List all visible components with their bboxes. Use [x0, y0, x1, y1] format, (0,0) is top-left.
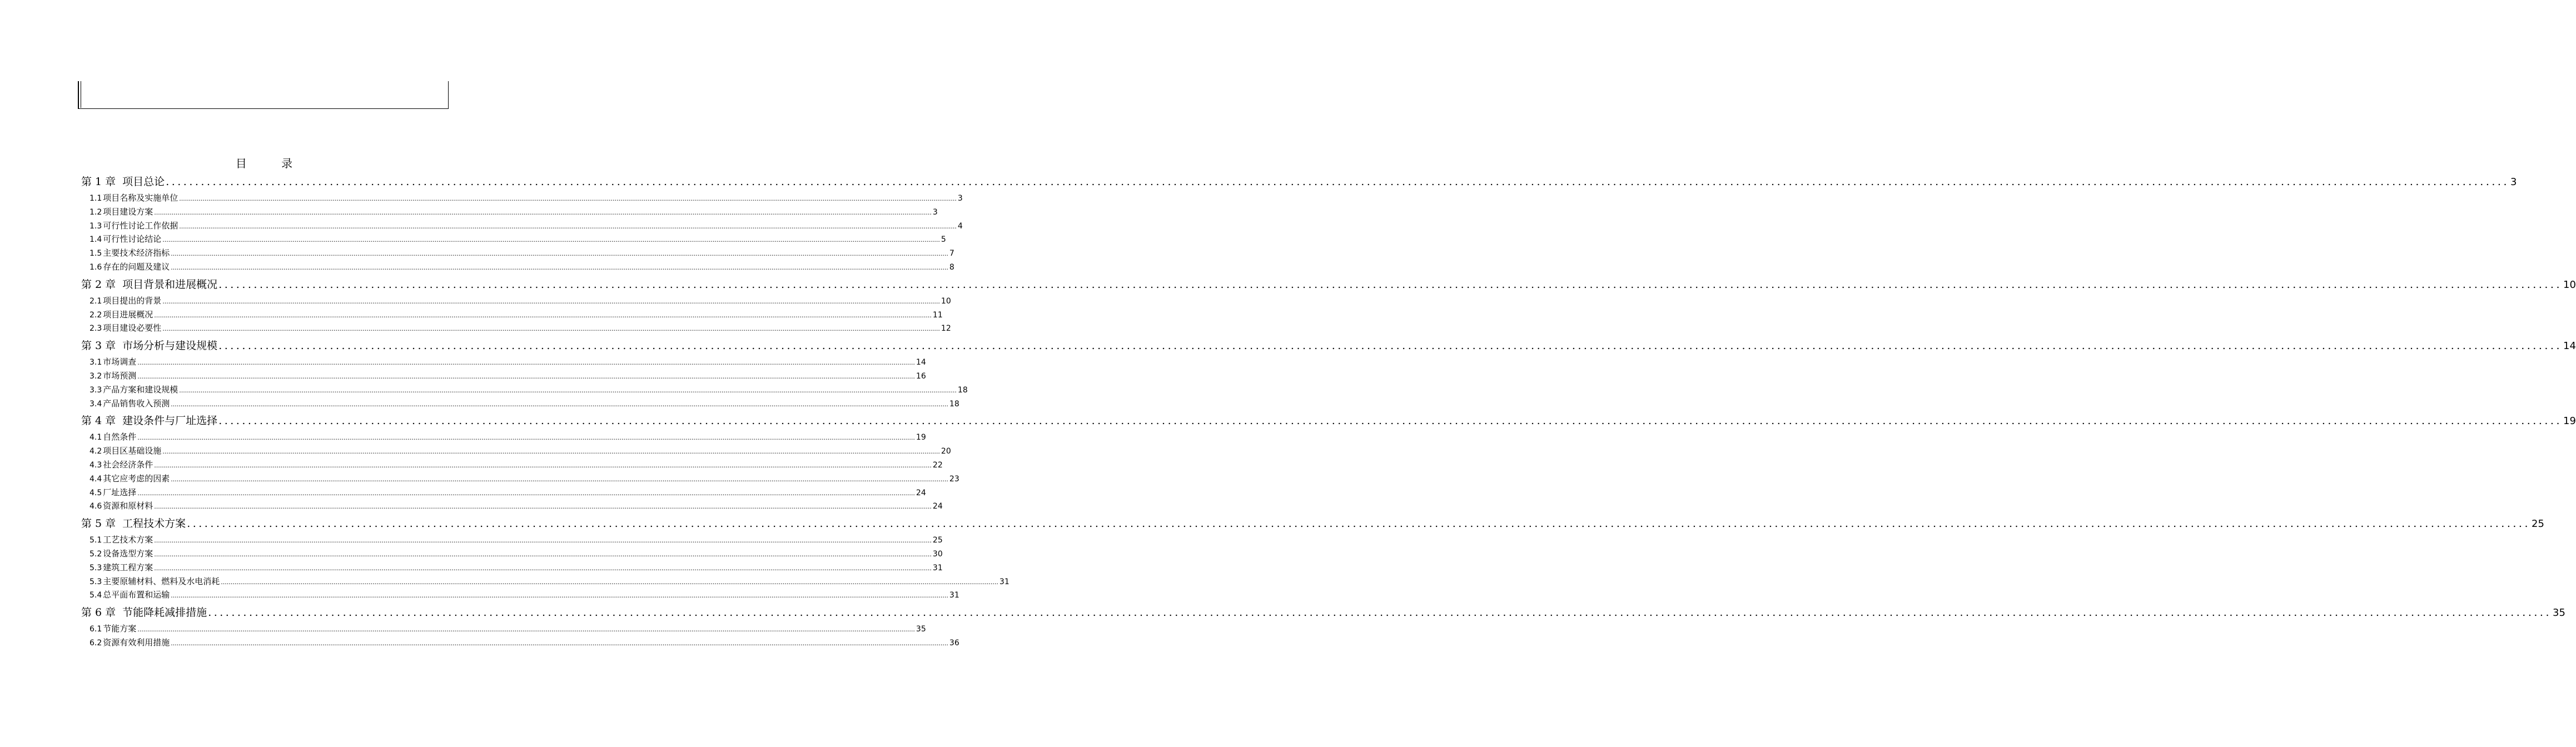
- section-number: 1.5: [89, 249, 102, 258]
- toc-section-entry[interactable]: [81, 294, 951, 308]
- section-number: 4.1: [89, 433, 102, 442]
- dot-leader: ................................................................................................................................................................................................................................................................................................................................................................................................................: [162, 236, 940, 244]
- chapter-page-number: 19: [2563, 415, 2576, 427]
- dot-leader: ................................................................................................................................................................................................................................................................................................................................................................................................................: [171, 592, 948, 600]
- toc-section-entry[interactable]: [81, 205, 938, 219]
- section-title: 设备选型方案: [103, 548, 153, 559]
- section-heading: [89, 246, 170, 261]
- section-number: 2.1: [89, 296, 102, 306]
- dot-leader: ................................................................................................................................................................................................................................................................................................................................................................................................................: [179, 195, 957, 202]
- section-number: 3.3: [89, 385, 102, 395]
- toc-section-entry[interactable]: [81, 308, 943, 322]
- toc-chapter-entry[interactable]: [81, 275, 2576, 294]
- section-heading: [89, 458, 153, 472]
- section-number: 4.4: [89, 474, 102, 484]
- section-page-number: 30: [932, 549, 943, 559]
- section-title: 市场预测: [103, 370, 137, 381]
- section-page-number: 5: [941, 235, 946, 245]
- section-heading: [89, 294, 161, 308]
- section-page-number: 16: [916, 371, 926, 381]
- toc-section-entry[interactable]: [81, 397, 959, 411]
- toc-chapter-block: [81, 514, 2544, 602]
- section-number: 4.5: [89, 488, 102, 497]
- toc-chapter-block: [81, 172, 2517, 274]
- dot-leader: ................................................................................................................................................................................................................................................................................................................................................................................................................: [154, 208, 932, 216]
- toc-section-entry[interactable]: [81, 430, 926, 444]
- section-heading: [89, 561, 153, 575]
- toc-section-entry[interactable]: [81, 533, 943, 547]
- chapter-heading: [81, 411, 217, 430]
- section-page-number: 31: [949, 591, 959, 600]
- section-title: 主要原辅材料、燃料及水电消耗: [103, 576, 220, 586]
- section-number: 5.3: [89, 577, 102, 586]
- section-title: 项目进展概况: [103, 309, 153, 320]
- toc-chapter-entry[interactable]: [81, 603, 2565, 622]
- toc-chapter-block: [81, 275, 2576, 335]
- section-heading: [89, 219, 178, 233]
- section-title: 产品方案和建设规模: [103, 384, 178, 395]
- section-number: 1.1: [89, 194, 102, 203]
- section-page-number: 31: [932, 563, 943, 572]
- section-page-number: 25: [932, 536, 943, 545]
- section-heading: [89, 321, 161, 336]
- chapter-title: 工程技术方案: [122, 517, 186, 530]
- section-page-number: 7: [949, 249, 954, 258]
- chapter-number: 第 5 章: [81, 517, 116, 530]
- section-title: 可行性讨论工作依据: [103, 220, 178, 231]
- chapter-heading: [81, 275, 217, 294]
- toc-section-entry[interactable]: [81, 191, 963, 205]
- toc-section-entry[interactable]: [81, 486, 926, 500]
- section-heading: [89, 547, 153, 561]
- chapter-page-number: 25: [2532, 518, 2544, 530]
- section-title: 可行性讨论结论: [103, 234, 162, 245]
- section-heading: [89, 622, 136, 636]
- chapter-page-number: 10: [2563, 278, 2576, 291]
- dot-leader: ................................................................................................................................................................................................................................................................................................................................................................................................................: [171, 475, 948, 483]
- section-heading: [89, 636, 170, 650]
- section-number: 6.1: [89, 625, 102, 634]
- chapter-number: 第 4 章: [81, 415, 116, 427]
- section-number: 5.2: [89, 549, 102, 559]
- chapter-number: 第 6 章: [81, 606, 116, 619]
- section-title: 市场调查: [103, 357, 137, 367]
- dot-leader: ................................................................................................................................................................................................................................................................................................................................................................................................................: [162, 297, 940, 305]
- section-title: 自然条件: [103, 432, 137, 442]
- chapter-heading: [81, 172, 165, 191]
- section-heading: [89, 191, 178, 206]
- section-number: 2.3: [89, 324, 102, 333]
- section-number: 2.2: [89, 310, 102, 320]
- section-heading: [89, 533, 153, 547]
- section-page-number: 23: [949, 474, 959, 484]
- chapter-title: 项目背景和进展概况: [122, 278, 218, 291]
- section-page-number: 8: [949, 262, 954, 272]
- section-page-number: 10: [941, 296, 951, 306]
- chapter-heading: [81, 603, 207, 622]
- section-page-number: 18: [957, 385, 968, 395]
- dot-leader: ................................................................................................................................................................................................................................................................................................................................................................................................................: [179, 386, 957, 394]
- toc-section-entry[interactable]: [81, 369, 926, 383]
- section-page-number: 24: [932, 502, 943, 511]
- dot-leader: ................................................................................................................................................................................................................................................................................................................................................................................................................: [162, 448, 940, 456]
- section-page-number: 18: [949, 399, 959, 409]
- dot-leader: ................................................................................................................................................................................................................................................................................................................................................................................................................: [137, 372, 915, 380]
- toc-section-entry[interactable]: [81, 588, 959, 602]
- section-number: 1.4: [89, 235, 102, 245]
- chapter-heading: [81, 514, 186, 533]
- section-page-number: 3: [932, 207, 938, 217]
- toc-section-entry[interactable]: [81, 472, 959, 486]
- section-heading: [89, 430, 136, 445]
- section-number: 5.4: [89, 591, 102, 600]
- section-title: 存在的问题及建议: [103, 261, 170, 272]
- chapter-number: 第 2 章: [81, 278, 116, 291]
- toc-section-entry[interactable]: [81, 622, 926, 636]
- section-title: 工艺技术方案: [103, 535, 153, 545]
- dot-leader: ................................................................................................................................................................................................................................................................................................................................................................................................................: [171, 400, 948, 408]
- chapter-title: 节能降耗减排措施: [122, 606, 207, 619]
- section-page-number: 24: [916, 488, 926, 497]
- section-page-number: 22: [932, 460, 943, 470]
- section-title: 产品销售收入预测: [103, 398, 170, 409]
- section-number: 6.2: [89, 638, 102, 648]
- toc-section-entry[interactable]: [81, 444, 951, 458]
- toc-section-entry[interactable]: [81, 458, 943, 472]
- dot-leader: ................................................................................................................................................................................................................................................................................................................................................................................................................: [221, 578, 998, 586]
- toc-section-entry[interactable]: [81, 321, 951, 335]
- section-page-number: 12: [941, 324, 951, 333]
- toc-chapter-entry[interactable]: [81, 336, 2576, 355]
- section-page-number: 36: [949, 638, 959, 648]
- dot-leader: ................................................................................................................................................................................................................................................................................................................................................................................................................: [154, 564, 932, 572]
- dot-leader: ................................................................................................................................................................................................................................................................................................................................................................................................................: [162, 325, 940, 333]
- section-title: 项目名称及实施单位: [103, 193, 178, 203]
- section-heading: [89, 205, 153, 220]
- dot-leader: ................................................................................................................................................................................................................................................................................................................................................................................................................: [137, 359, 915, 367]
- section-page-number: 14: [916, 358, 926, 367]
- dot-leader: ................................................................................................................................................................................................................................................................................................................................................................................................................: [171, 250, 948, 258]
- toc-section-entry[interactable]: [81, 499, 943, 513]
- toc-chapter-block: [81, 411, 2576, 513]
- section-number: 3.1: [89, 358, 102, 367]
- dot-leader: ................................................................................................................................................................................................................................................................................................................................................................................................................: [137, 434, 915, 442]
- section-number: 3.4: [89, 399, 102, 409]
- dot-leader: ................................................................................................................................................................................................................................................................................................................................................................................................................: [137, 489, 915, 497]
- section-page-number: 31: [999, 577, 1009, 586]
- section-heading: [89, 355, 136, 370]
- chapter-page-number: 35: [2553, 607, 2565, 619]
- section-heading: [89, 232, 161, 247]
- section-page-number: 35: [916, 625, 926, 634]
- dot-leader: ................................................................................................................................................................................................................................................................................................................................................................................................................: [154, 550, 932, 558]
- toc-chapter-entry[interactable]: [81, 172, 2517, 191]
- chapter-title: 项目总论: [122, 176, 165, 188]
- chapter-page-number: 3: [2510, 176, 2517, 188]
- section-number: 1.3: [89, 221, 102, 231]
- toc-section-entry[interactable]: [81, 547, 943, 561]
- section-heading: [89, 308, 153, 322]
- section-heading: [89, 575, 220, 589]
- section-title: 总平面布置和运输: [103, 590, 170, 600]
- toc-chapter-block: [81, 336, 2576, 410]
- section-page-number: 3: [957, 194, 963, 203]
- dot-leader: ................................................................................................................................................................................................................................................................................................................................................................................................................: [154, 461, 932, 469]
- section-page-number: 19: [916, 433, 926, 442]
- toc-section-entry[interactable]: [81, 561, 943, 575]
- toc-section-entry[interactable]: [81, 246, 954, 260]
- dot-leader: ................................................................................................................................................................................................................................................................................................................................................................................................................: [179, 222, 957, 230]
- section-title: 资源有效利用措施: [103, 637, 170, 648]
- dot-leader: ................................................................................................................................................................................................................................................................................................................................................................................................................: [218, 415, 2563, 427]
- chapter-title: 建设条件与厂址选择: [122, 415, 218, 427]
- toc-section-entry[interactable]: [81, 219, 963, 233]
- section-heading: [89, 397, 170, 411]
- section-heading: [89, 472, 170, 486]
- section-title: 项目提出的背景: [103, 295, 162, 306]
- section-number: 5.1: [89, 536, 102, 545]
- toc-title: 目 录: [235, 157, 309, 170]
- section-title: 建筑工程方案: [103, 562, 153, 572]
- dot-leader: ................................................................................................................................................................................................................................................................................................................................................................................................................: [187, 517, 2531, 530]
- section-title: 其它应考虑的因素: [103, 473, 170, 484]
- chapter-heading: [81, 336, 217, 355]
- section-number: 4.2: [89, 447, 102, 456]
- section-heading: [89, 383, 178, 397]
- table-of-contents: [81, 172, 2576, 651]
- section-page-number: 20: [941, 447, 951, 456]
- section-heading: [89, 369, 136, 384]
- dot-leader: ................................................................................................................................................................................................................................................................................................................................................................................................................: [218, 340, 2563, 352]
- section-number: 3.2: [89, 371, 102, 381]
- toc-section-entry[interactable]: [81, 383, 968, 397]
- dot-leader: ................................................................................................................................................................................................................................................................................................................................................................................................................: [154, 537, 932, 545]
- section-heading: [89, 499, 153, 514]
- section-title: 项目建设必要性: [103, 323, 162, 333]
- dot-leader: ................................................................................................................................................................................................................................................................................................................................................................................................................: [208, 606, 2552, 619]
- toc-section-entry[interactable]: [81, 260, 954, 274]
- chapter-title: 市场分析与建设规模: [122, 340, 218, 352]
- section-page-number: 4: [957, 221, 963, 231]
- toc-chapter-block: [81, 603, 2565, 650]
- section-number: 4.6: [89, 502, 102, 511]
- chapter-number: 第 3 章: [81, 340, 116, 352]
- section-heading: [89, 260, 170, 275]
- section-number: 4.3: [89, 460, 102, 470]
- dot-leader: ................................................................................................................................................................................................................................................................................................................................................................................................................: [154, 503, 932, 511]
- section-title: 社会经济条件: [103, 459, 153, 470]
- section-title: 资源和原材料: [103, 501, 153, 511]
- section-page-number: 11: [932, 310, 943, 320]
- dot-leader: ................................................................................................................................................................................................................................................................................................................................................................................................................: [166, 176, 2510, 188]
- dot-leader: ................................................................................................................................................................................................................................................................................................................................................................................................................: [218, 278, 2563, 291]
- section-number: 1.6: [89, 262, 102, 272]
- toc-section-entry[interactable]: [81, 232, 946, 246]
- section-title: 节能方案: [103, 624, 137, 634]
- section-title: 主要技术经济指标: [103, 248, 170, 258]
- section-title: 厂址选择: [103, 487, 137, 497]
- header-frame: [78, 81, 449, 109]
- section-heading: [89, 444, 161, 459]
- toc-chapter-entry[interactable]: [81, 514, 2544, 533]
- dot-leader: ................................................................................................................................................................................................................................................................................................................................................................................................................: [171, 263, 948, 271]
- dot-leader: ................................................................................................................................................................................................................................................................................................................................................................................................................: [137, 626, 915, 634]
- chapter-number: 第 1 章: [81, 176, 116, 188]
- section-number: 5.3: [89, 563, 102, 572]
- section-heading: [89, 486, 136, 500]
- dot-leader: ................................................................................................................................................................................................................................................................................................................................................................................................................: [154, 311, 932, 319]
- toc-section-entry[interactable]: [81, 636, 959, 650]
- toc-chapter-entry[interactable]: [81, 411, 2576, 430]
- section-title: 项目区基础设施: [103, 446, 162, 456]
- toc-section-entry[interactable]: [81, 355, 926, 369]
- toc-section-entry[interactable]: [81, 575, 1009, 589]
- section-heading: [89, 588, 170, 602]
- chapter-page-number: 14: [2563, 340, 2576, 352]
- dot-leader: ................................................................................................................................................................................................................................................................................................................................................................................................................: [171, 639, 948, 647]
- section-number: 1.2: [89, 207, 102, 217]
- section-title: 项目建设方案: [103, 206, 153, 217]
